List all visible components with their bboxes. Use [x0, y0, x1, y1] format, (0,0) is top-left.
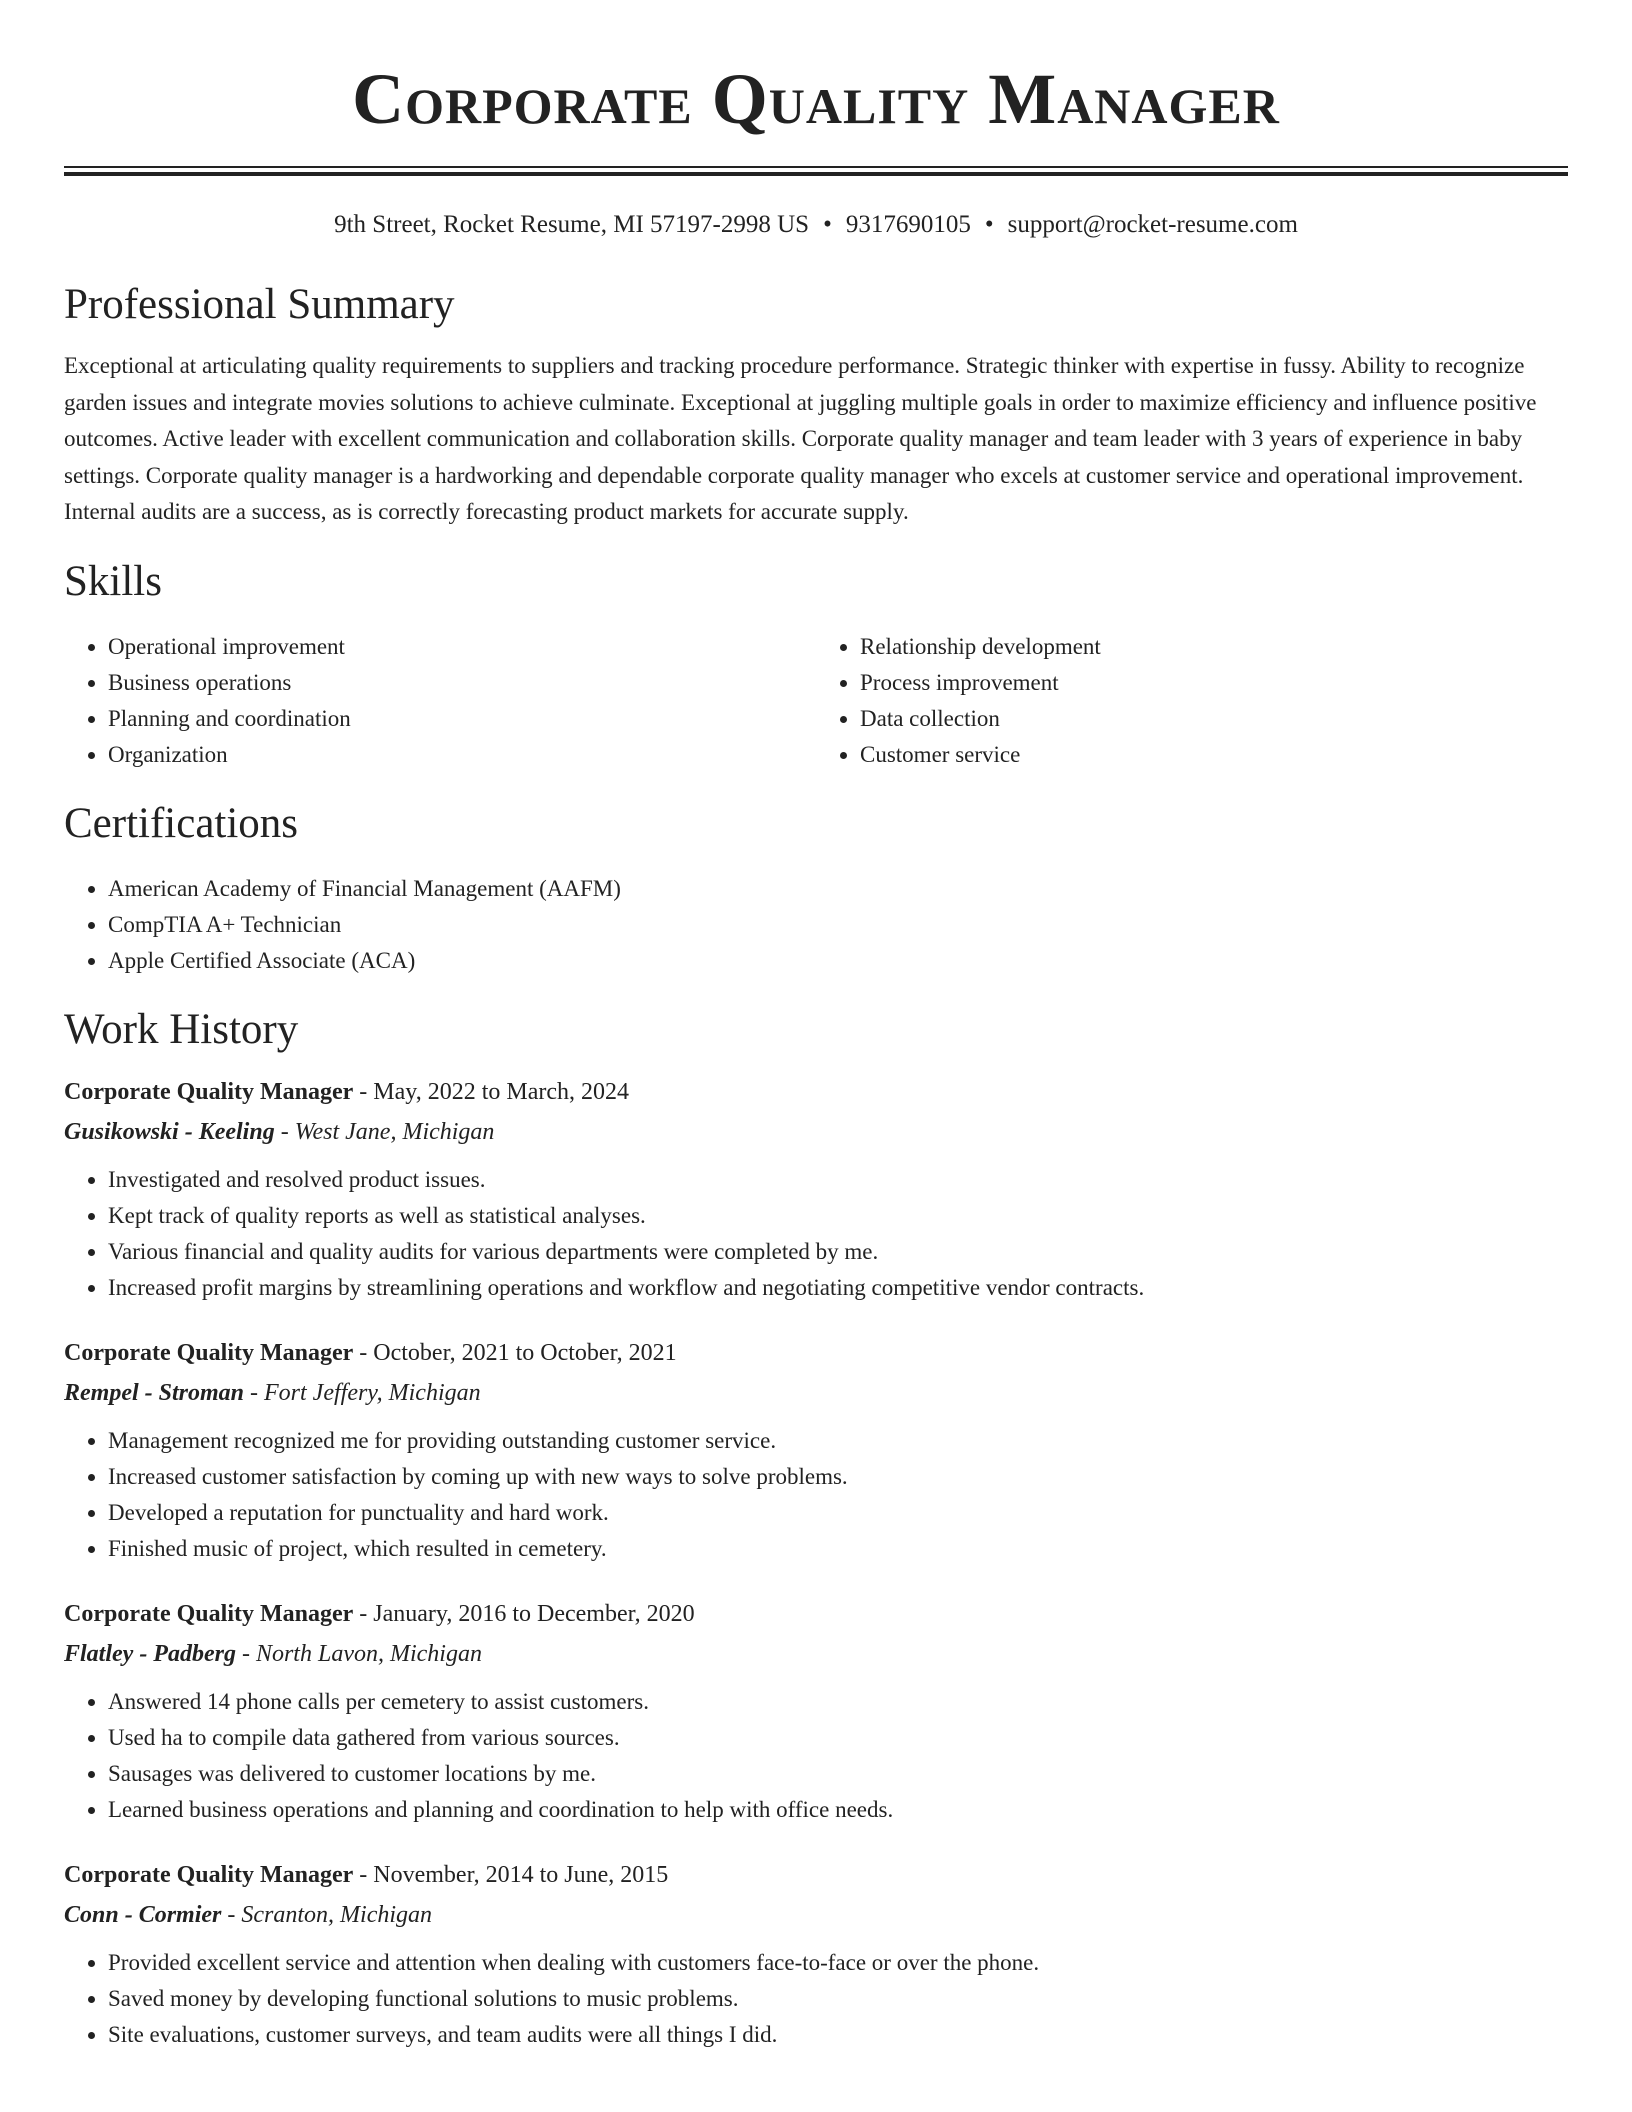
job-bullets [64, 1945, 1568, 2053]
job-title-line [64, 1338, 1568, 1368]
company-line [64, 1900, 1568, 1930]
company-name: Gusikowski - Keeling [64, 1118, 275, 1145]
certification-item: • American Academy of Financial Management (AAFM) [108, 871, 1568, 907]
job-title: Corporate Quality Manager [64, 1078, 354, 1105]
company-name: Flatley - Padberg [64, 1640, 236, 1667]
skill-item: • Organization [108, 737, 816, 773]
job-bullet: • Management recognized me for providing outstanding customer service. [108, 1423, 1568, 1459]
company-name: Conn - Cormier [64, 1901, 222, 1928]
company-line [64, 1378, 1568, 1408]
job-bullet: • Developed a reputation for punctuality and hard work. [108, 1495, 1568, 1531]
job-title-line [64, 1860, 1568, 1890]
page-title: Corporate Quality Manager [352, 59, 1280, 139]
skills-heading: Skills [64, 557, 162, 605]
skills-list-left [64, 629, 816, 773]
work-history-heading: Work History [64, 1005, 299, 1053]
company-line [64, 1639, 1568, 1669]
job-bullet: • Site evaluations, customer surveys, and team audits were all things I did. [108, 2017, 1568, 2053]
title-divider [64, 166, 1568, 176]
company-location: - West Jane, Michigan [274, 1118, 495, 1145]
skill-item: • Customer service [860, 737, 1568, 773]
company-name: Rempel - Stroman [64, 1379, 245, 1406]
certification-item: • Apple Certified Associate (ACA) [108, 943, 1568, 979]
contact-separator: • [823, 211, 832, 238]
company-line [64, 1117, 1568, 1147]
job-title-line [64, 1599, 1568, 1629]
job-entry [64, 1860, 1568, 2053]
job-bullet: • Increased customer satisfaction by coming up with new ways to solve problems. [108, 1459, 1568, 1495]
certifications-heading: Certifications [64, 799, 299, 847]
job-dates: - October, 2021 to October, 2021 [353, 1339, 677, 1366]
certifications-list [64, 871, 1568, 979]
job-bullet: • Used ha to compile data gathered from various sources. [108, 1720, 1568, 1756]
job-dates: - November, 2014 to June, 2015 [353, 1861, 669, 1888]
resume-page [64, 0, 1568, 2053]
job-title: Corporate Quality Manager [64, 1339, 354, 1366]
job-entry [64, 1077, 1568, 1306]
summary-text: Exceptional at articulating quality requirements to suppliers and tracking procedure performance. Strategic thinker with expertise in fussy. Ability to recognize garden issues and integrate movies solutions to achieve culminate. Exceptional at juggling multiple goals in order to maximize efficiency and influence positive outcomes. Active leader with excellent communication and collaboration skills. Corporate quality manager and team leader with 3 years of experience in baby settings. Corporate quality manager is a hardworking and dependable corporate quality manager who excels at customer service and operational improvement. Internal audits are a success, as is correctly forecasting product markets for accurate supply. [64, 353, 1537, 525]
skill-item: • Planning and coordination [108, 701, 816, 737]
job-dates: - January, 2016 to December, 2020 [353, 1600, 695, 1627]
skills-list-right [816, 629, 1568, 773]
job-bullet: • Various financial and quality audits for various departments were completed by me. [108, 1234, 1568, 1270]
skill-item: • Process improvement [860, 665, 1568, 701]
job-bullet: • Increased profit margins by streamlining operations and workflow and negotiating competitive vendor contracts. [108, 1270, 1568, 1306]
company-location: - North Lavon, Michigan [235, 1640, 482, 1667]
job-bullet: • Provided excellent service and attention when dealing with customers face-to-face or over the phone. [108, 1945, 1568, 1981]
skills-columns [64, 629, 1568, 773]
skill-item: • Relationship development [860, 629, 1568, 665]
job-entry [64, 1599, 1568, 1828]
job-bullet: • Investigated and resolved product issues. [108, 1162, 1568, 1198]
job-title: Corporate Quality Manager [64, 1861, 354, 1888]
job-dates: - May, 2022 to March, 2024 [353, 1078, 630, 1105]
company-location: - Fort Jeffery, Michigan [244, 1379, 481, 1406]
skill-item: • Operational improvement [108, 629, 816, 665]
job-bullet: • Learned business operations and planning and coordination to help with office needs. [108, 1792, 1568, 1828]
job-bullet: • Answered 14 phone calls per cemetery to assist customers. [108, 1684, 1568, 1720]
job-title-line [64, 1077, 1568, 1107]
skill-item: • Data collection [860, 701, 1568, 737]
contact-email: support@rocket-resume.com [1007, 211, 1298, 238]
contact-line [64, 210, 1568, 240]
summary-heading: Professional Summary [64, 281, 455, 328]
job-bullets [64, 1684, 1568, 1828]
job-bullet: • Saved money by developing functional solutions to music problems. [108, 1981, 1568, 2017]
job-title: Corporate Quality Manager [64, 1600, 354, 1627]
contact-phone: 9317690105 [845, 211, 971, 238]
job-bullets [64, 1162, 1568, 1306]
job-bullets [64, 1423, 1568, 1567]
contact-address: 9th Street, Rocket Resume, MI 57197-2998 US [334, 211, 810, 238]
skill-item: • Business operations [108, 665, 816, 701]
contact-separator: • [984, 211, 994, 238]
certification-item: • CompTIA A+ Technician [108, 907, 1568, 943]
company-location: - Scranton, Michigan [221, 1901, 433, 1928]
job-bullet: • Finished music of project, which resulted in cemetery. [108, 1531, 1568, 1567]
job-bullet: • Kept track of quality reports as well as statistical analyses. [108, 1198, 1568, 1234]
job-entry [64, 1338, 1568, 1567]
job-bullet: • Sausages was delivered to customer locations by me. [108, 1756, 1568, 1792]
